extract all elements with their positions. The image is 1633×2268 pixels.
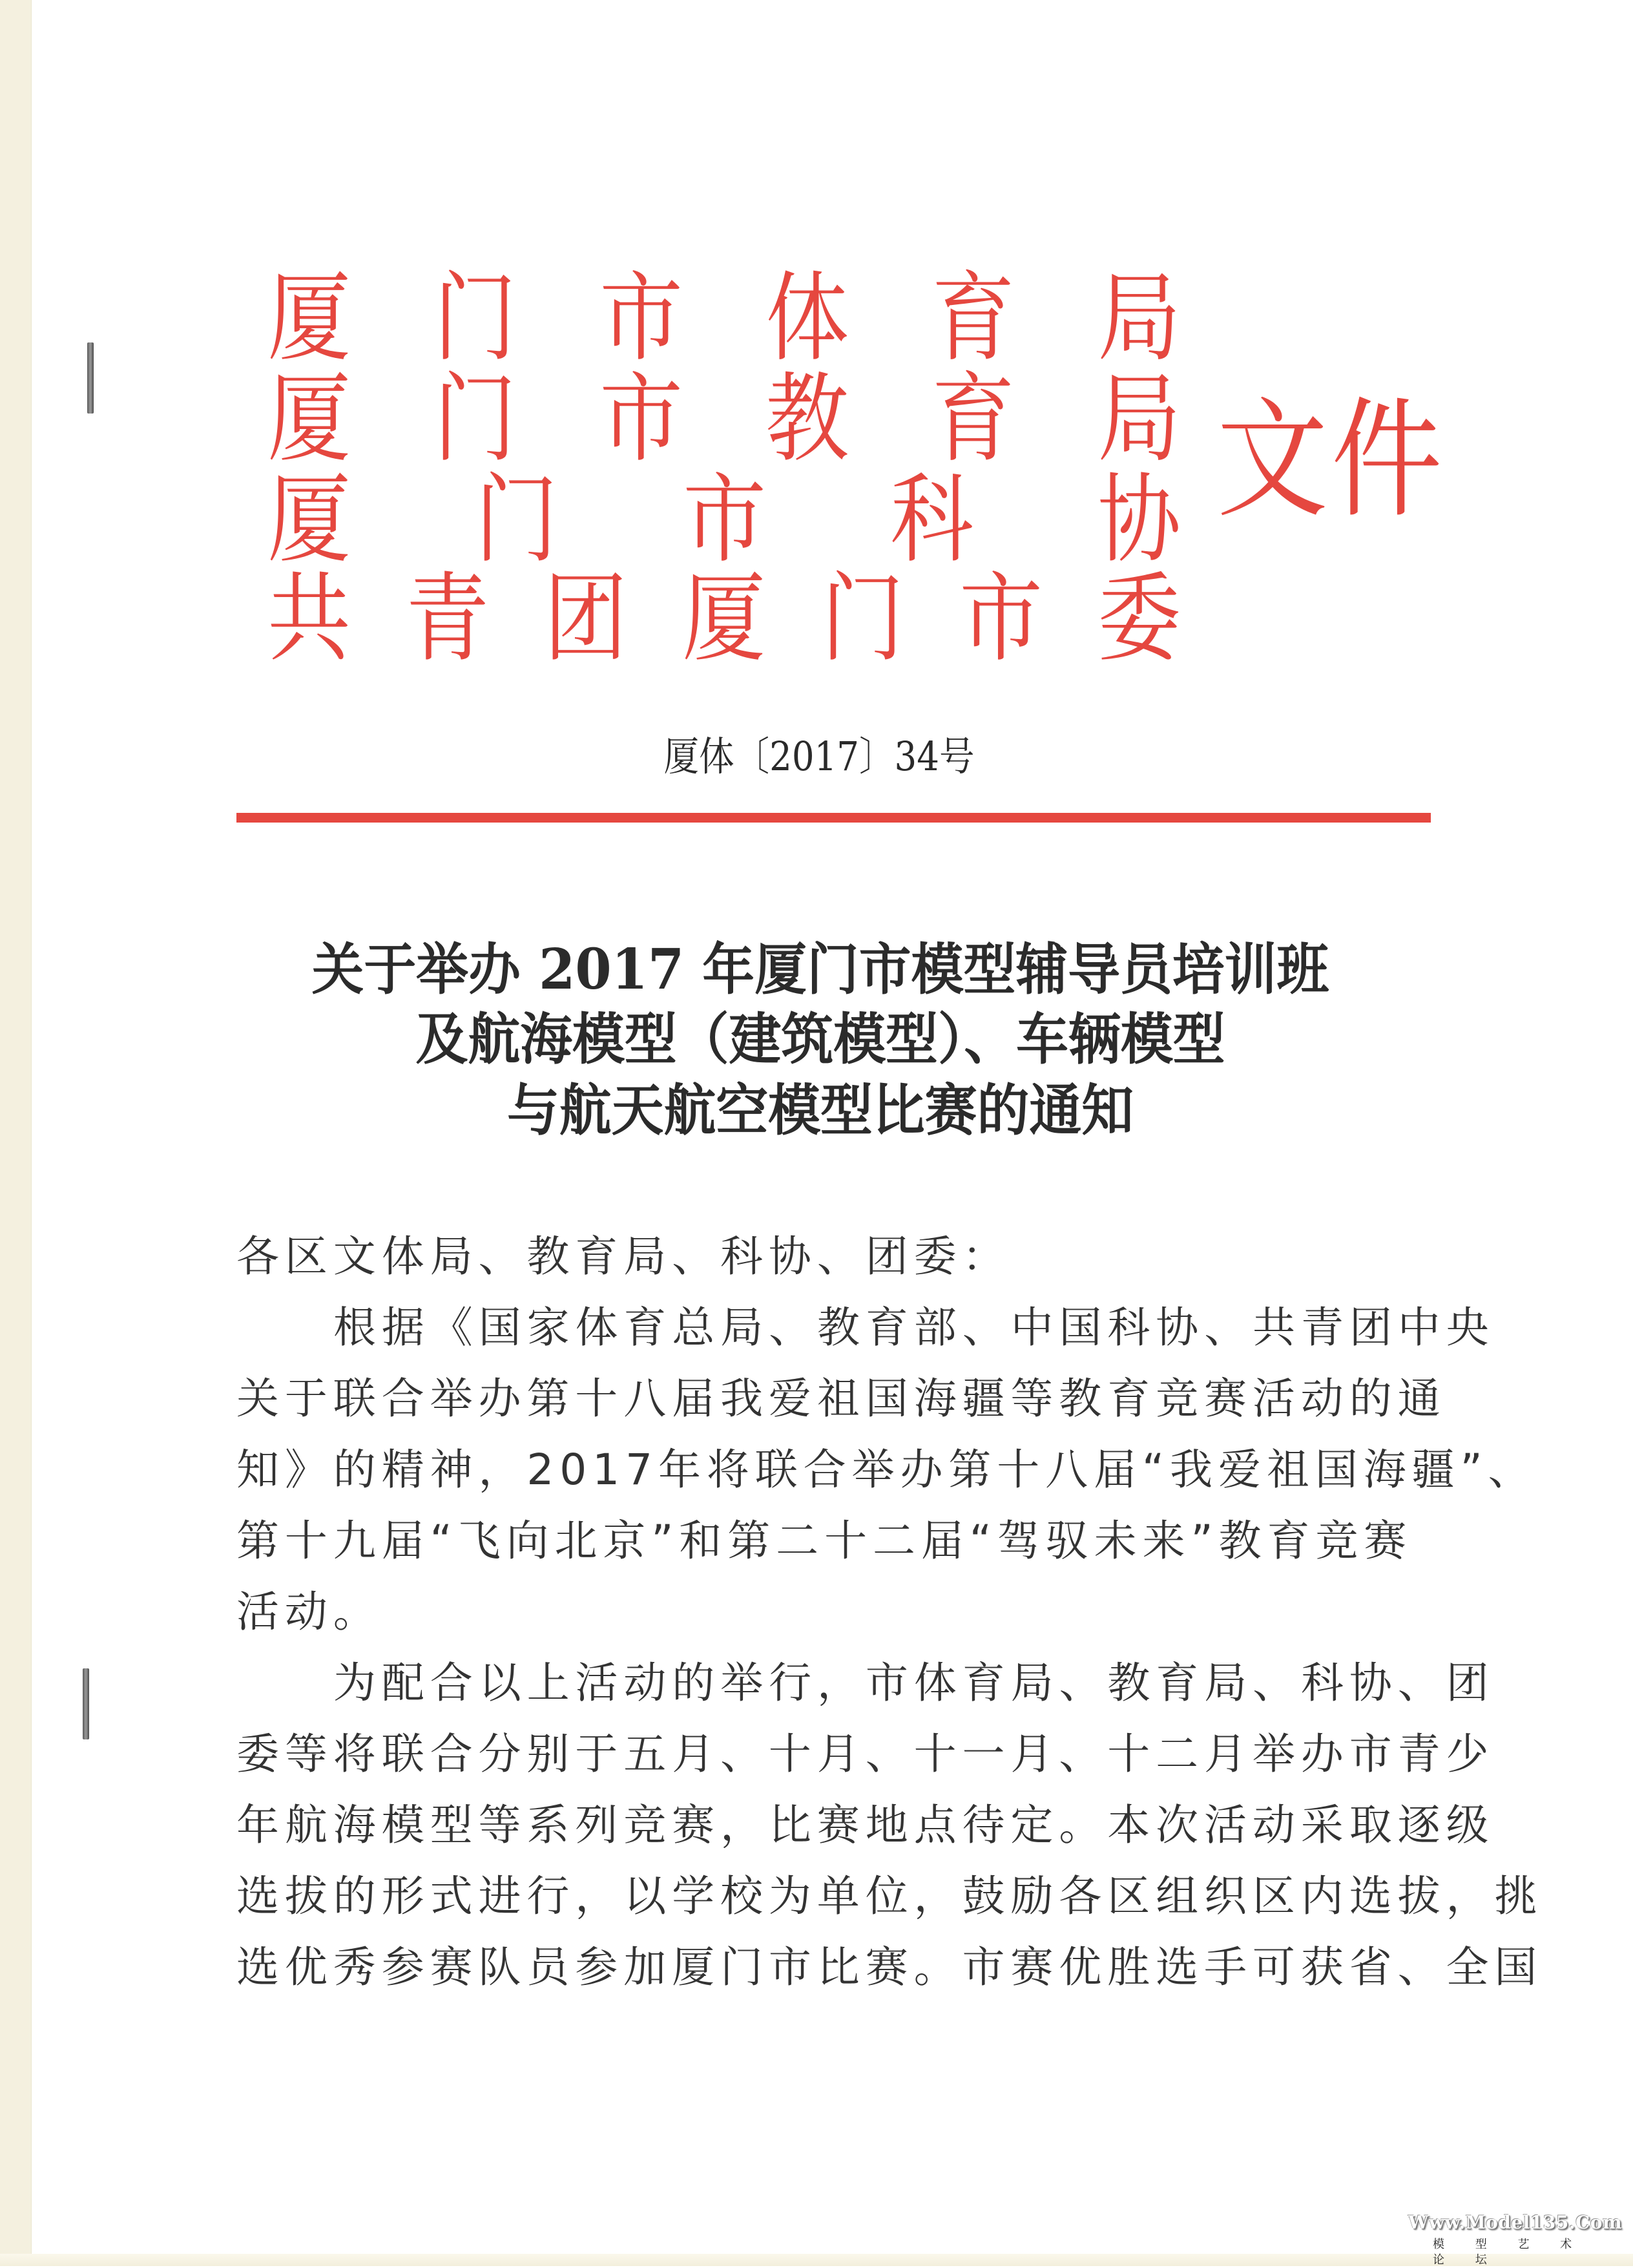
watermark-subtitle: 模 型 艺 术 论 坛 bbox=[1433, 2238, 1586, 2267]
letterhead-row-science-association bbox=[262, 464, 1181, 576]
document-number: 厦体〔2017〕34号 bbox=[663, 733, 975, 780]
body-paragraph-1-line: 知》的精神，2017年将联合举办第十八届“我爱祖国海疆”、 bbox=[236, 1445, 1537, 1495]
letterhead-char: 厦 bbox=[267, 262, 351, 375]
letterhead-char: 门 bbox=[820, 563, 904, 675]
letterhead-row-education-bureau bbox=[262, 363, 1181, 476]
body-paragraph-2-line: 年航海模型等系列竞赛，比赛地点待定。本次活动采取逐级 bbox=[236, 1800, 1495, 1850]
red-divider-rule bbox=[236, 813, 1431, 823]
letterhead-char: 市 bbox=[959, 563, 1043, 675]
letterhead-char: 厦 bbox=[267, 363, 351, 476]
notice-title-line-2: 及航海模型（建筑模型）、车辆模型 bbox=[415, 1007, 1225, 1072]
salutation: 各区文体局、教育局、科协、团委： bbox=[236, 1232, 1011, 1281]
scan-bottom-band bbox=[0, 2254, 1633, 2266]
body-paragraph-1-line: 根据《国家体育总局、教育部、中国科协、共青团中央 bbox=[333, 1303, 1495, 1352]
letterhead-row-sports-bureau bbox=[262, 262, 1181, 375]
letterhead-char: 育 bbox=[931, 363, 1015, 476]
body-paragraph-2-line: 选拔的形式进行，以学校为单位，鼓励各区组织区内选拔，挑 bbox=[236, 1871, 1543, 1921]
letterhead-char: 委 bbox=[1097, 563, 1181, 675]
body-paragraph-2-line: 为配合以上活动的举行，市体育局、教育局、科协、团 bbox=[333, 1658, 1495, 1708]
letterhead-document-suffix bbox=[1209, 385, 1442, 536]
letterhead-suffix-char: 件 bbox=[1331, 385, 1442, 536]
body-paragraph-1-line: 关于联合举办第十八届我爱祖国海疆等教育竞赛活动的通 bbox=[236, 1374, 1446, 1423]
letterhead-char: 局 bbox=[1097, 363, 1181, 476]
letterhead-char: 厦 bbox=[682, 563, 766, 675]
staple-mark-top bbox=[87, 342, 94, 414]
letterhead-suffix-char: 文 bbox=[1216, 385, 1328, 536]
letterhead-row-youth-league bbox=[262, 563, 1181, 675]
letterhead-char: 门 bbox=[433, 262, 517, 375]
letterhead-char: 市 bbox=[682, 464, 766, 576]
letterhead-char: 门 bbox=[475, 464, 559, 576]
letterhead-char: 协 bbox=[1097, 464, 1181, 576]
letterhead-char: 局 bbox=[1097, 262, 1181, 375]
body-paragraph-1-line: 活动。 bbox=[236, 1587, 382, 1637]
letterhead-char: 科 bbox=[889, 464, 973, 576]
notice-title-line-3: 与航天航空模型比赛的通知 bbox=[506, 1078, 1134, 1143]
letterhead-char: 团 bbox=[544, 563, 628, 675]
letterhead-char: 体 bbox=[765, 262, 849, 375]
scan-margin-strip bbox=[0, 0, 32, 2266]
letterhead-char: 共 bbox=[267, 563, 351, 675]
letterhead-char: 市 bbox=[599, 262, 683, 375]
body-paragraph-2-line: 委等将联合分别于五月、十月、十一月、十二月举办市青少 bbox=[236, 1729, 1495, 1779]
staple-mark-bottom bbox=[83, 1668, 89, 1739]
notice-title-line-1: 关于举办 2017 年厦门市模型辅导员培训班 bbox=[311, 937, 1329, 1002]
body-paragraph-2-line: 选优秀参赛队员参加厦门市比赛。市赛优胜选手可获省、全国 bbox=[236, 1942, 1543, 1992]
letterhead-char: 门 bbox=[433, 363, 517, 476]
letterhead-char: 市 bbox=[599, 363, 683, 476]
letterhead-char: 青 bbox=[406, 563, 490, 675]
body-paragraph-1-line: 第十九届“飞向北京”和第二十二届“驾驭未来”教育竞赛 bbox=[236, 1516, 1413, 1566]
watermark-url: Www.Model135.Com bbox=[1408, 2212, 1623, 2233]
letterhead-char: 教 bbox=[765, 363, 849, 476]
letterhead-char: 厦 bbox=[267, 464, 351, 576]
letterhead-char: 育 bbox=[931, 262, 1015, 375]
